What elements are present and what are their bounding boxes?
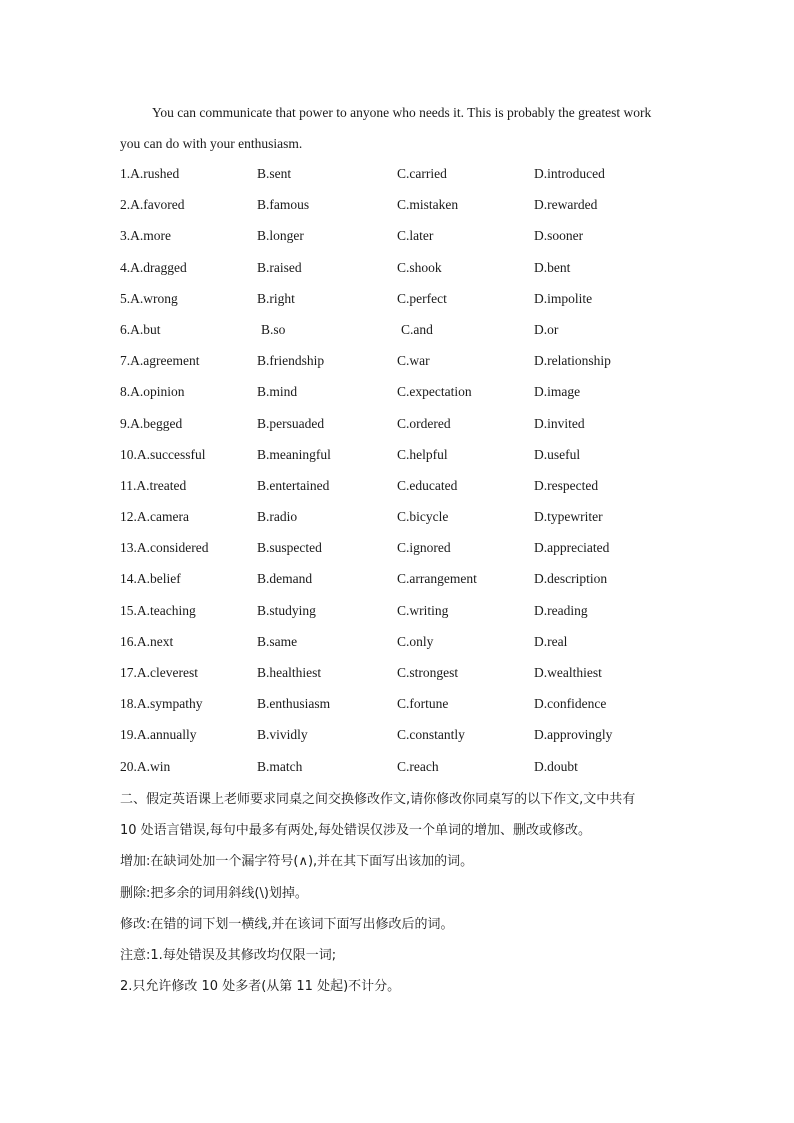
option-b: B.radio: [257, 509, 298, 525]
option-c: C.strongest: [397, 665, 459, 680]
option-d: D.typewriter: [534, 509, 603, 525]
option-a: 12.A.camera: [120, 509, 189, 525]
option-b: B.suspected: [257, 540, 322, 556]
option-c: C.reach: [397, 758, 439, 774]
option-c: C.fortune: [397, 696, 449, 712]
rule-add: 增加:在缺词处加一个漏字符号(∧),并在其下面写出该加的词。: [120, 854, 474, 870]
rule-delete: 删除:把多余的词用斜线(\)划掉。: [120, 885, 308, 901]
option-a: 8.A.opinion: [120, 384, 185, 400]
option-c: C.constantly: [397, 727, 465, 743]
option-a: 15.A.teaching: [120, 602, 196, 618]
option-b: B.healthiest: [257, 665, 322, 680]
option-d: D.respected: [534, 477, 599, 493]
option-b: B.friendship: [257, 353, 325, 369]
option-b: B.longer: [257, 228, 304, 244]
option-d: D.description: [534, 571, 608, 587]
option-row: [120, 751, 680, 782]
option-row: [120, 283, 680, 314]
section-2-instructions: [120, 784, 680, 1002]
option-c: C.only: [397, 633, 434, 649]
option-a: 7.A.agreement: [120, 353, 200, 369]
option-d: D.invited: [534, 415, 585, 431]
option-a: 3.A.more: [120, 228, 171, 244]
option-row: [120, 719, 680, 750]
option-row: [120, 345, 680, 376]
option-c: C.arrangement: [397, 571, 477, 587]
option-a: 19.A.annually: [120, 727, 197, 743]
note-2: 2.只允许修改 10 处多者(从第 11 处起)不计分。: [120, 979, 401, 995]
option-row: [120, 626, 680, 657]
option-c: C.carried: [397, 166, 447, 181]
option-d: D.bent: [534, 259, 571, 275]
option-b: B.mind: [257, 384, 298, 400]
option-d: D.introduced: [534, 166, 605, 181]
option-a: 6.A.but: [120, 321, 161, 337]
option-d: D.wealthiest: [534, 665, 602, 680]
option-b: B.entertained: [257, 477, 330, 493]
option-row: [120, 314, 680, 345]
option-b: B.vividly: [257, 727, 308, 743]
option-c: C.war: [397, 353, 430, 369]
option-row: [120, 158, 680, 189]
option-b: B.sent: [257, 166, 292, 181]
passage-line-1: You can communicate that power to anyone who needs it. This is probably the greatest work: [152, 105, 652, 120]
option-d: D.real: [534, 633, 568, 649]
option-a: 18.A.sympathy: [120, 696, 203, 712]
option-d: D.rewarded: [534, 197, 598, 213]
option-d: D.appreciated: [534, 540, 610, 556]
option-b: B.so: [261, 321, 286, 337]
option-b: B.raised: [257, 259, 302, 275]
option-d: D.useful: [534, 446, 581, 462]
option-a: 17.A.cleverest: [120, 665, 198, 680]
option-d: D.approvingly: [534, 727, 613, 743]
option-c: C.mistaken: [397, 197, 459, 213]
option-d: D.doubt: [534, 758, 578, 774]
option-b: B.enthusiasm: [257, 696, 331, 712]
passage-paragraph: [120, 97, 680, 159]
option-a: 14.A.belief: [120, 571, 181, 587]
option-a: 2.A.favored: [120, 197, 185, 213]
option-b: B.studying: [257, 602, 316, 618]
section-2-title-line-1: 二、假定英语课上老师要求同桌之间交换修改作文,请你修改你同桌写的以下作文,文中共有: [120, 792, 636, 807]
option-d: D.reading: [534, 602, 588, 618]
option-row: [120, 470, 680, 501]
passage-line-2: you can do with your enthusiasm.: [120, 136, 303, 151]
option-c: C.helpful: [397, 446, 448, 462]
option-c: C.writing: [397, 602, 449, 618]
option-b: B.match: [257, 758, 303, 774]
option-row: [120, 408, 680, 439]
option-a: 16.A.next: [120, 633, 174, 649]
option-a: 13.A.considered: [120, 540, 209, 556]
option-d: D.or: [534, 321, 559, 337]
option-a: 11.A.treated: [120, 477, 187, 493]
option-row: [120, 220, 680, 251]
answer-options-list: [120, 158, 680, 782]
option-a: 5.A.wrong: [120, 290, 178, 306]
option-b: B.right: [257, 290, 295, 306]
option-a: 20.A.win: [120, 758, 171, 774]
option-b: B.demand: [257, 571, 313, 587]
option-d: D.relationship: [534, 353, 611, 369]
option-d: D.confidence: [534, 696, 607, 712]
option-row: [120, 688, 680, 719]
option-a: 1.A.rushed: [120, 166, 180, 181]
option-c: C.educated: [397, 477, 458, 493]
option-d: D.sooner: [534, 228, 584, 244]
option-row: [120, 501, 680, 532]
option-row: [120, 657, 680, 688]
option-a: 10.A.successful: [120, 446, 206, 462]
option-c: C.later: [397, 228, 434, 244]
option-row: [120, 252, 680, 283]
option-c: C.shook: [397, 259, 442, 275]
option-a: 4.A.dragged: [120, 259, 187, 275]
option-b: B.persuaded: [257, 415, 325, 431]
option-c: C.perfect: [397, 290, 447, 306]
option-c: C.ignored: [397, 540, 451, 556]
rule-modify: 修改:在错的词下划一横线,并在该词下面写出修改后的词。: [120, 916, 454, 932]
option-row: [120, 595, 680, 626]
option-b: B.same: [257, 633, 298, 649]
option-row: [120, 439, 680, 470]
note-1: 注意:1.每处错误及其修改均仅限一词;: [120, 947, 337, 963]
option-c: C.bicycle: [397, 509, 449, 525]
option-row: [120, 563, 680, 594]
option-a: 9.A.begged: [120, 415, 183, 431]
option-c: C.and: [401, 321, 433, 337]
option-c: C.ordered: [397, 415, 451, 431]
option-row: [120, 189, 680, 220]
option-row: [120, 532, 680, 563]
option-d: D.image: [534, 384, 581, 400]
section-2-title-line-2: 10 处语言错误,每句中最多有两处,每处错误仅涉及一个单词的增加、删改或修改。: [120, 823, 591, 839]
option-c: C.expectation: [397, 384, 472, 400]
option-b: B.famous: [257, 197, 310, 213]
option-d: D.impolite: [534, 290, 593, 306]
option-b: B.meaningful: [257, 446, 331, 462]
option-row: [120, 376, 680, 407]
